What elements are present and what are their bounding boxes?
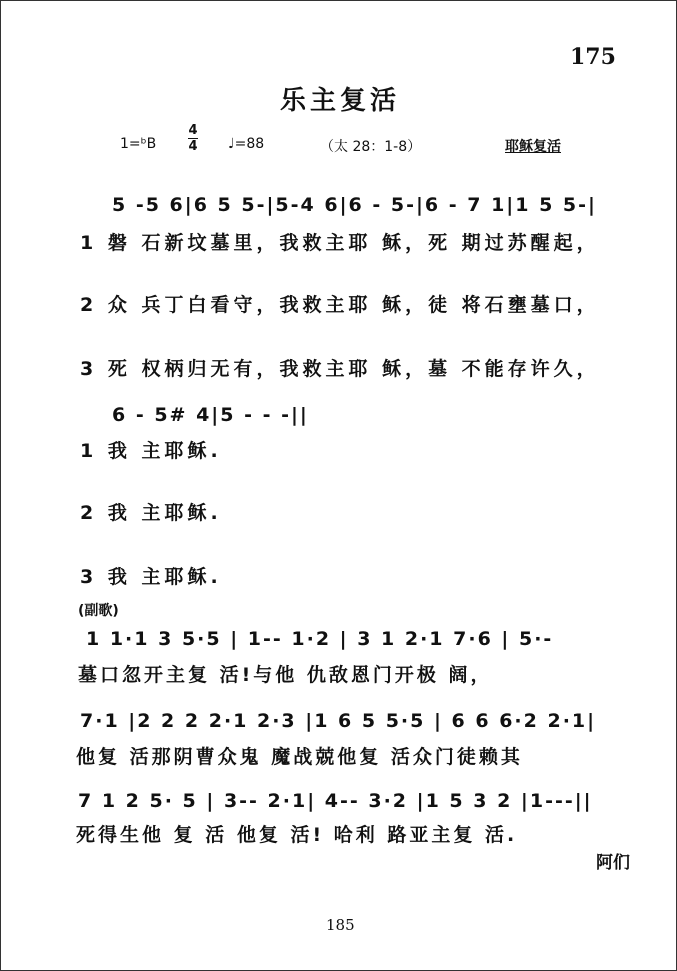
- verse-notation-line-2: 6 - 5# 4|5 - - -||: [112, 404, 309, 426]
- chorus-notation-line-2: 7·1 |2 2 2 2·1 2·3 |1 6 5 5·5 | 6 6 6·2 2·1|: [80, 710, 597, 732]
- key-signature: 1=ᵇB: [120, 136, 157, 152]
- verse-3-lyrics: 3 死 权柄归无有，我救主耶 稣，墓 不能存许久，: [80, 358, 600, 380]
- verse-1-lyrics: 1 磐 石新坟墓里，我救主耶 稣，死 期过苏醒起，: [80, 232, 600, 254]
- chorus-notation-line-3: 7 1 2 5· 5 | 3-- 2·1| 4-- 3·2 |1 5 3 2 |1---||: [78, 790, 593, 812]
- hymn-title: 乐主复活: [280, 86, 401, 116]
- chorus-label: (副歌): [78, 603, 119, 619]
- verse-notation-line-1: 5 -5 6|6 5 5-|5-4 6|6 - 5-|6 - 7 1|1 5 5-|: [112, 194, 597, 216]
- time-signature-top: 4: [188, 123, 198, 138]
- amen-text: 阿们: [596, 853, 630, 873]
- verse-1-ending: 1 我 主耶稣.: [80, 440, 222, 462]
- time-signature-bottom: 4: [188, 139, 198, 154]
- page-number: 185: [326, 916, 355, 934]
- hymn-theme: 耶稣复活: [505, 139, 561, 155]
- hymn-number: 175: [570, 44, 616, 70]
- verse-2-lyrics: 2 众 兵丁白看守，我救主耶 稣，徒 将石壅墓口，: [80, 294, 600, 316]
- verse-2-ending: 2 我 主耶稣.: [80, 502, 222, 524]
- chorus-lyrics-line-2: 他复 活那阴曹众鬼 魔战兢他复 活众门徒赖其: [76, 746, 523, 768]
- chorus-lyrics-line-1: 墓口忽开主复 活!与他 仇敌恩门开极 阔，: [78, 664, 493, 686]
- chorus-notation-line-1: 1 1·1 3 5·5 | 1-- 1·2 | 3 1 2·1 7·6 | 5·-: [86, 628, 554, 650]
- time-signature: [188, 124, 198, 153]
- tempo-marking: ♩=88: [228, 136, 265, 152]
- scripture-reference: （太 28：1-8）: [320, 139, 422, 155]
- chorus-lyrics-line-3: 死得生他 复 活 他复 活! 哈利 路亚主复 活.: [76, 824, 518, 846]
- verse-3-ending: 3 我 主耶稣.: [80, 566, 222, 588]
